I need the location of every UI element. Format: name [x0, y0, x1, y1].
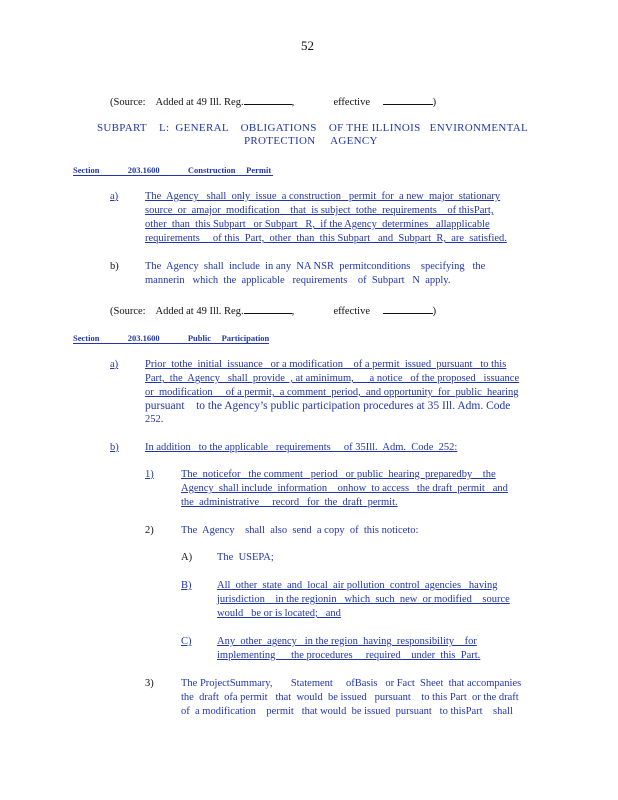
item-a-marker: a): [110, 359, 119, 370]
blank-effective: [383, 93, 433, 105]
item-b-marker: b): [110, 261, 119, 272]
item-a-line: other than this Subpart or Subpart R, if the Agency determines allapplicable: [145, 219, 490, 230]
item-b-line: The Agency shall include in any NA NSR permitconditions specifying the: [145, 261, 486, 272]
subitem-B-line: All other state and local air pollution control agencies having: [217, 580, 498, 591]
source-comma: ,: [291, 306, 295, 317]
blank-effective: [383, 302, 433, 314]
subitem-2-marker: 2): [145, 525, 154, 536]
blank-reg: [244, 93, 292, 105]
subpart-heading-line1: SUBPART L: GENERAL OBLIGATIONS OF THE ILLINOIS ENVIRONMENTAL: [97, 122, 529, 134]
source-effective: effective: [333, 97, 370, 108]
subitem-B-marker: B): [181, 580, 192, 591]
subitem-3-line: The ProjectSummary, Statement ofBasis or Fact Sheet that accompanies: [181, 678, 522, 689]
source-prefix: (Source:: [110, 97, 146, 108]
item-b-line: mannerin which the applicable requirements of Subpart N apply.: [145, 275, 451, 286]
subitem-C-marker: C): [181, 636, 192, 647]
subitem-1-marker: 1): [145, 469, 154, 480]
subitem-B-line: would be or is located; and: [217, 608, 341, 619]
section-heading-2: [73, 333, 269, 343]
item-b-marker: b): [110, 442, 119, 453]
source-added: Added at 49 Ill. Reg.: [155, 97, 244, 108]
item-a-line: pursuant to the Agency’s public participation procedures at 35 Ill. Adm. Code: [145, 400, 511, 412]
blank-reg: [244, 302, 292, 314]
item-a-marker: a): [110, 191, 119, 202]
item-b-line: In addition to the applicable requirements of 35Ill. Adm. Code 252:: [145, 442, 458, 453]
section-label: Section: [73, 333, 100, 343]
source-note-2: [110, 302, 436, 319]
source-comma: ,: [291, 97, 295, 108]
source-note-1: [110, 93, 436, 110]
section-title: Public Participation: [187, 333, 270, 343]
section-number: 203.1600: [127, 333, 160, 343]
source-prefix: (Source:: [110, 306, 146, 317]
source-added: Added at 49 Ill. Reg.: [155, 306, 244, 317]
subitem-3-line: the draft ofa permit that would be issued pursuant to this Part or the draft: [181, 692, 519, 703]
subitem-1-line: The noticefor the comment period or public hearing preparedby the: [181, 469, 496, 480]
source-effective: effective: [333, 306, 370, 317]
subitem-3-line: of a modification permit that would be issued pursuant to thisPart shall: [181, 706, 513, 717]
section-title: Construction Permit: [187, 165, 272, 175]
page-number: 52: [301, 38, 314, 53]
item-a-line: 252.: [145, 414, 164, 425]
item-a-line: Prior tothe initial issuance or a modification of a permit issued pursuant to this: [145, 359, 507, 370]
subitem-1-line: Agency shall include information onhow to access the draft permit and: [181, 483, 508, 494]
item-a-line: Part, the Agency shall provide , at aminimum, a notice of the proposed issuance: [145, 373, 520, 384]
subitem-A-line: The USEPA;: [217, 552, 274, 563]
subitem-1-line: the administrative record for the draft permit.: [181, 497, 398, 508]
subpart-heading-line2: PROTECTION AGENCY: [244, 135, 378, 147]
source-close: ): [432, 306, 437, 317]
section-heading-underline: [73, 175, 273, 176]
item-a-line: requirements of this Part, other than this Subpart and Subpart R, are satisfied.: [145, 233, 507, 244]
subitem-A-marker: A): [181, 552, 193, 563]
subitem-C-line: Any other agency in the region having responsibility for: [217, 636, 477, 647]
source-close: ): [432, 97, 437, 108]
item-a-line: source or amajor modification that is subject tothe requirements of thisPart,: [145, 205, 494, 216]
item-a-line: or modification of a permit, a comment period, and opportunity for public hearing: [145, 387, 519, 398]
section-heading-1: [73, 165, 271, 175]
subitem-B-line: jurisdiction in the regionin which such new or modified source: [217, 594, 510, 605]
subitem-3-marker: 3): [145, 678, 154, 689]
subitem-C-line: implementing the procedures required under this Part.: [217, 650, 481, 661]
section-heading-underline: [73, 343, 269, 344]
subitem-2-line: The Agency shall also send a copy of this noticeto:: [181, 525, 419, 536]
section-label: Section: [73, 165, 100, 175]
item-a-line: The Agency shall only issue a construction permit for a new major stationary: [145, 191, 501, 202]
section-number: 203.1600: [127, 165, 160, 175]
